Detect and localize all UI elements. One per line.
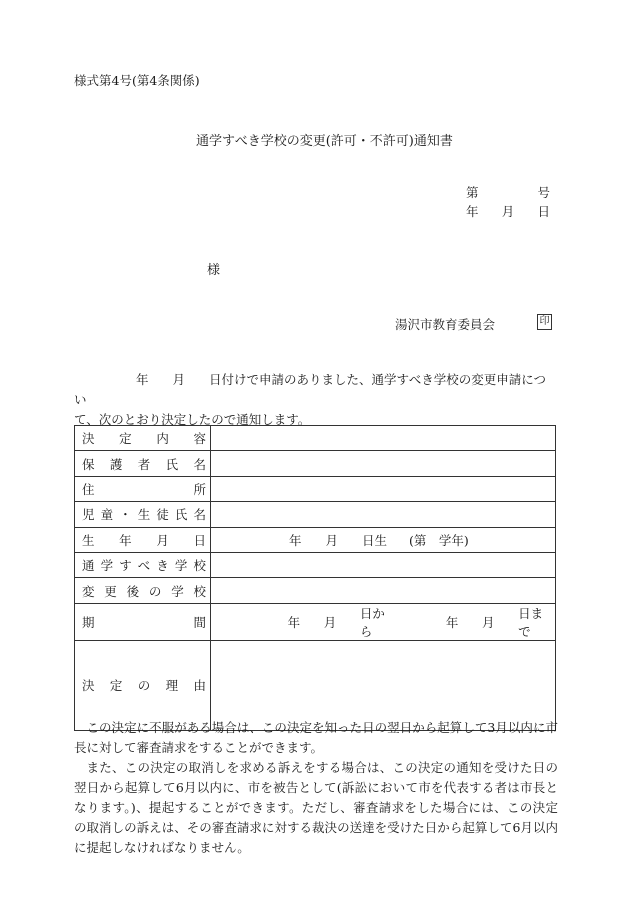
row-label-address: 住所: [75, 476, 211, 501]
period-month-1: 月: [323, 614, 337, 630]
row-label-period: 期間: [75, 603, 211, 640]
row-label-decision: 決定内容: [75, 426, 211, 451]
reason-value: [211, 640, 556, 730]
period-from: 日から: [359, 605, 385, 639]
row-label-reason: 決定の理由: [75, 640, 211, 730]
student-value: [211, 502, 556, 527]
period-until: 日まで: [518, 605, 544, 639]
document-title: 通学すべき学校の変更(許可・不許可)通知書: [196, 134, 453, 149]
period-value: [211, 603, 556, 640]
table-row: [75, 527, 556, 552]
birth-month: 月: [325, 532, 339, 548]
row-label-birthdate: 生年月日: [75, 527, 211, 552]
date-month: 月: [501, 204, 515, 219]
grade: (第 学年): [409, 532, 469, 548]
assigned-school-value: [211, 552, 556, 577]
doc-number-label: 第: [466, 185, 479, 200]
table-row: [75, 426, 556, 451]
recipient-suffix: 様: [207, 263, 221, 278]
intro-text-1: 日付けで申請のありました、通学すべき学校の変更申請につい: [74, 372, 547, 407]
table-row: [75, 552, 556, 577]
new-school-value: [211, 578, 556, 603]
row-label-assigned-school: 通学すべき学校: [75, 552, 211, 577]
table-row: [75, 502, 556, 527]
table-row: [75, 476, 556, 501]
seal-mark: 印: [537, 314, 552, 330]
appeal-notes: [74, 718, 558, 858]
issuer-name: 湯沢市教育委員会: [395, 317, 496, 332]
row-label-new-school: 変更後の学校: [75, 578, 211, 603]
table-row: [75, 451, 556, 476]
table-row: [75, 603, 556, 640]
table-row: [75, 640, 556, 730]
intro-text-2: て、次のとおり決定したので通知します。: [74, 412, 311, 427]
issue-date-row: [466, 202, 550, 220]
form-number: 様式第4号(第4条関係): [74, 73, 200, 88]
birth-day: 日生: [362, 532, 388, 548]
birth-year: 年: [289, 532, 302, 548]
document-number-row: [466, 183, 550, 201]
decision-value: [211, 426, 556, 451]
table-row: [75, 578, 556, 603]
doc-number-suffix: 号: [537, 185, 550, 200]
note-paragraph-2: また、この決定の取消しを求める訴えをする場合は、この決定の通知を受けた日の翌日から起算して6月以内に、市を被告として(訴訟において市を代表する者は市長となります。)、提起することができます。ただし、審査請求をした場合には、この決定の取消しの訴えは、その審査請求に対する裁決の送達を受けた日から起算して6月以内に提起しなければなりません。: [74, 760, 558, 855]
intro-paragraph: [74, 370, 558, 430]
note-paragraph-1: この決定に不服がある場合は、この決定を知った日の翌日から起算して3月以内に市長に対して審査請求をすることができます。: [74, 720, 558, 755]
date-day: 日: [537, 204, 550, 219]
period-year-1: 年: [287, 614, 301, 630]
period-year-2: 年: [445, 614, 459, 630]
guardian-value: [211, 451, 556, 476]
period-month-2: 月: [482, 614, 495, 630]
intro-year: 年: [136, 372, 149, 387]
address-value: [211, 476, 556, 501]
decision-table: [74, 425, 556, 731]
row-label-student: 児童・生徒氏名: [75, 502, 211, 527]
birthdate-value: [211, 527, 556, 552]
row-label-guardian: 保護者氏名: [75, 451, 211, 476]
date-year: 年: [466, 204, 479, 219]
intro-month: 月: [172, 372, 186, 387]
